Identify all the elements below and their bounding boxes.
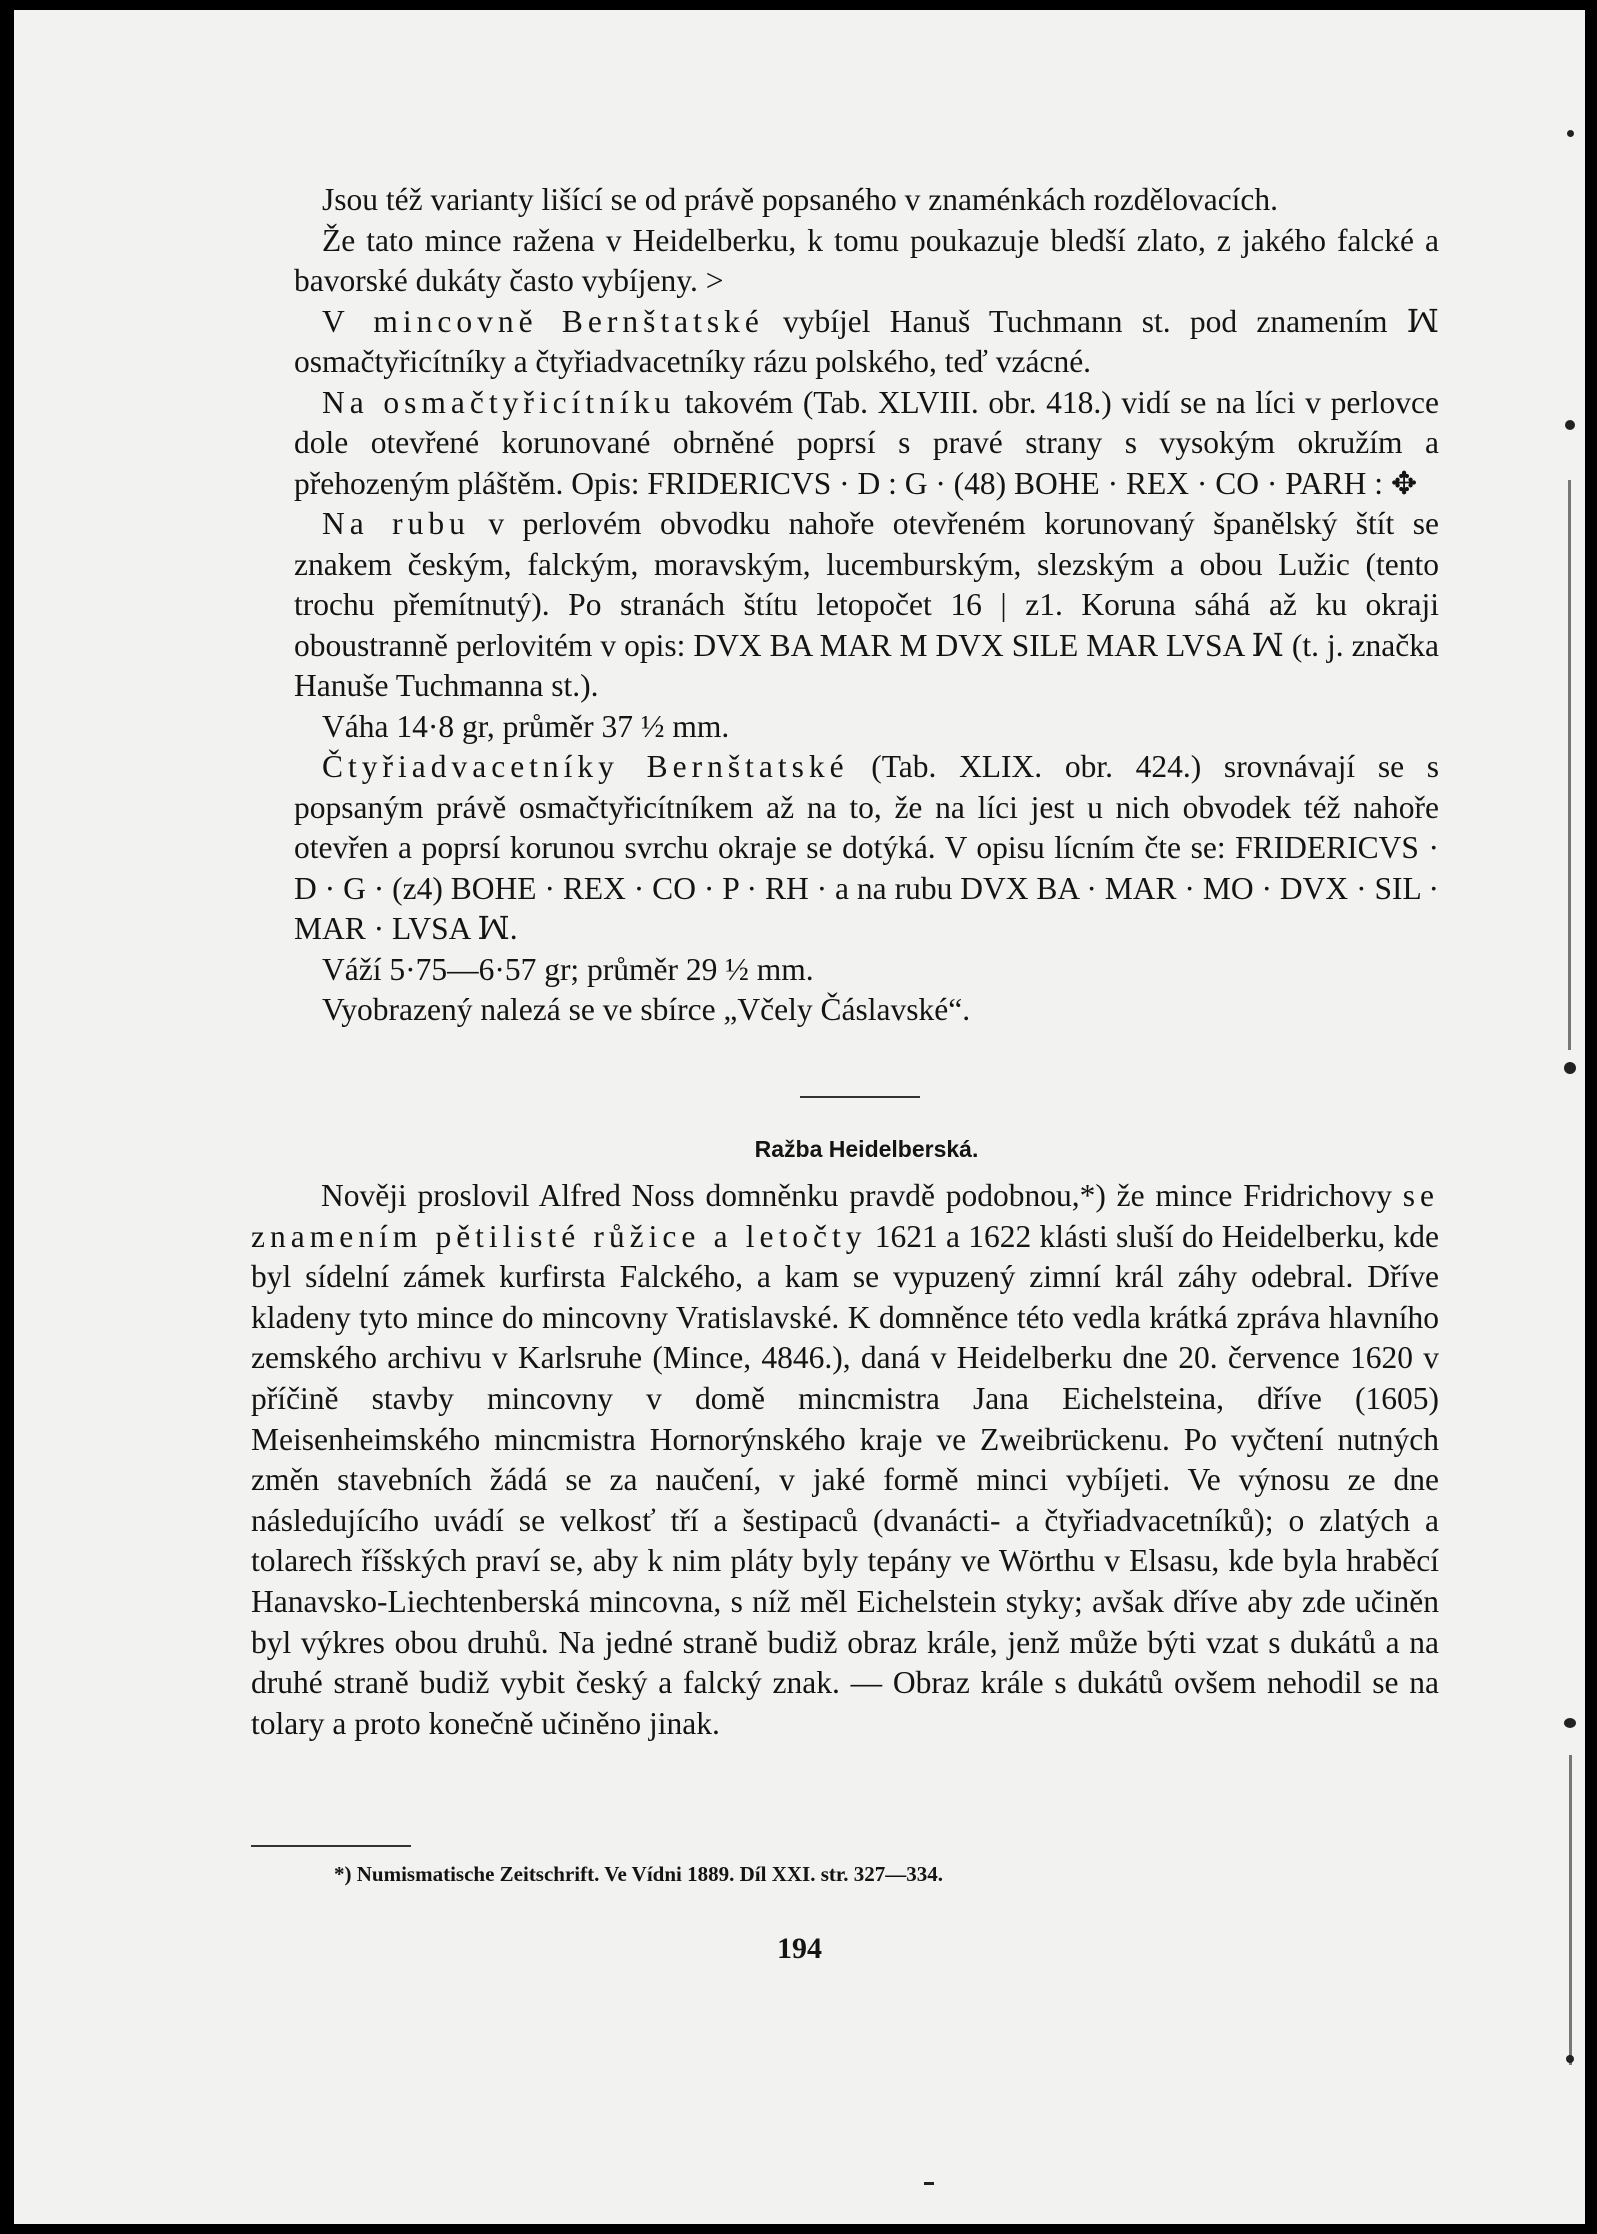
page-number: 194	[777, 1932, 822, 1965]
spaced-lead: Čtyřiadvacetníky Bernštatské	[322, 749, 849, 784]
paragraph-24-description	[294, 747, 1439, 950]
footnote: *) Numismatische Zeitschrift. Ve Vídni 1889. Díl XXI. str. 327—334.	[334, 1862, 944, 1886]
page	[14, 10, 1585, 2224]
section-body	[251, 1176, 1439, 1744]
scan-speck	[1567, 130, 1574, 137]
spaced-lead: se znamením pětilisté růžice a letočty	[251, 1178, 1439, 1254]
book-page	[14, 10, 1585, 2224]
footnote-rule	[251, 1845, 411, 1847]
paragraph-48-weight	[294, 707, 1439, 748]
paragraph-collection	[294, 990, 1439, 1031]
paragraph-text: vybíjel Hanuš Tuchmann st. pod znamením ꟽ osmačtyřicítníky a čtyřiadvacetníky rázu polského, teď vzácné.	[294, 303, 1440, 379]
paragraph-text: Vyobrazený nalezá se ve sbírce „Včely Čáslavské“.	[322, 992, 971, 1027]
paragraph-24-weight	[294, 950, 1439, 991]
paragraph-text: (Tab. XLIX. obr. 424.) srovnávají se s popsaným právě osmačtyřicítníkem až na to, že na líci jest u nich obvodek též nahoře otevřen a poprsí korunou svrchu okraje se dotýká. V opisu lícním čte se: FRIDERICVS · D · G · (z4) BOHE · REX · CO · P · RH · a na rubu DVX BA · MAR · MO · DVX · SIL · MAR · LVSA ꟽ.	[294, 749, 1439, 946]
paragraph-variants	[294, 180, 1439, 221]
scan-speck	[1564, 1062, 1576, 1074]
section-heading: Ražba Heidelberská.	[754, 1136, 979, 1162]
scan-speck	[924, 2182, 934, 2185]
section-divider	[800, 1096, 920, 1098]
paragraph-text: Váha 14·8 gr, průměr 37 ½ mm.	[322, 708, 730, 744]
paragraph-text: Jsou též varianty lišící se od právě popsaného v znaménkách rozdělovacích.	[322, 182, 1279, 217]
paragraph-text: 1621 a 1622 klásti sluší do Heidelberku, kde byl sídelní zámek kurfirsta Falckého, a kam se vypuzený zimní král záhy odebral. Dříve kladeny tyto mince do mincovny Vratislavské. K domněnce této vedla krátká zpráva hlavního zemského archivu v Karlsruhe (Mince, 4846.), daná v Heidelberku dne 20. července 1620 v příčině stavby mincovny v domě mincmistra Jana Eichelsteina, dříve (1605) Meisenheimského mincmistra Hornorýnského kraje ve Zweibrückenu. Po vyčtení nutných změn stavebních žádá se za naučení, v jaké formě minci vybíjeti. Ve výnosu ze dne následujícího uvádí se velkosť tří a šestipaců (dvanácti- a čtyřiadvacetníků); o zlatých a tolarech říšských praví se, aby k nim pláty byly tepány ve Wörthu v Elsasu, kde byla hraběcí Hanavsko-Liechtenberská mincovna, s níž měl Eichelstein styky; avšak dříve aby zde učiněn byl výkres obou druhů. Na jedné straně budiž obraz krále, jenž může býti vzat s dukátů a na druhé straně budiž vybit český a falcký znak. — Obraz krále s dukátů ovšem nehodil se na tolary a proto konečně učiněno jinak.	[251, 1218, 1439, 1741]
paragraph-text: Váží 5·75—6·57 gr; průměr 29 ½ mm.	[322, 951, 814, 987]
spaced-lead: V mincovně Bernštatské	[322, 303, 764, 339]
scan-speck	[1568, 480, 1571, 1050]
paragraph-text: v perlovém obvodku nahoře otevřeném korunovaný španělský štít se znakem českým, falckým, moravským, lucemburským, slezským a obou Lužic (tento trochu přemítnutý). Po stranách štítu letopočet 16 | z1. Koruna sáhá až ku okraji oboustranně perlovitém v opis: DVX BA MAR M DVX SILE MAR LVSA ꟽ (t. j. značka Hanuše Tuchmanna st.).	[294, 506, 1439, 703]
scan-speck	[1569, 1755, 1572, 2065]
paragraph-heidelberg-gold	[294, 221, 1439, 302]
scan-speck	[1564, 1718, 1576, 1728]
paragraph-48-obverse	[294, 383, 1439, 505]
paragraph-text: Že tato mince ražena v Heidelberku, k tomu poukazuje bledší zlato, z jakého falcké a bavorské dukáty často vybíjeny. >	[294, 222, 1439, 298]
paragraph-heidelberg	[251, 1176, 1439, 1744]
spaced-lead: Na osmačtyřicítníku	[322, 384, 676, 420]
paragraph-text: takovém (Tab. XLVIII. obr. 418.) vidí se na líci v perlovce dole otevřené korunované obrněné poprsí s pravé strany s vysokým okružím a přehozeným pláštěm. Opis: FRIDERICVS · D : G · (48) BOHE · REX · CO · PARH : ✥	[294, 384, 1439, 501]
scan-speck	[1566, 2055, 1574, 2063]
paragraph-bernstadt-mint	[294, 302, 1439, 383]
body-text	[294, 180, 1439, 1031]
paragraph-text: Nověji proslovil Alfred Noss domněnku pravdě podobnou,*) že mince Fridrichovy	[321, 1178, 1403, 1213]
spaced-lead: Na rubu	[322, 506, 470, 541]
paragraph-48-reverse	[294, 504, 1439, 707]
scan-speck	[1565, 420, 1575, 430]
